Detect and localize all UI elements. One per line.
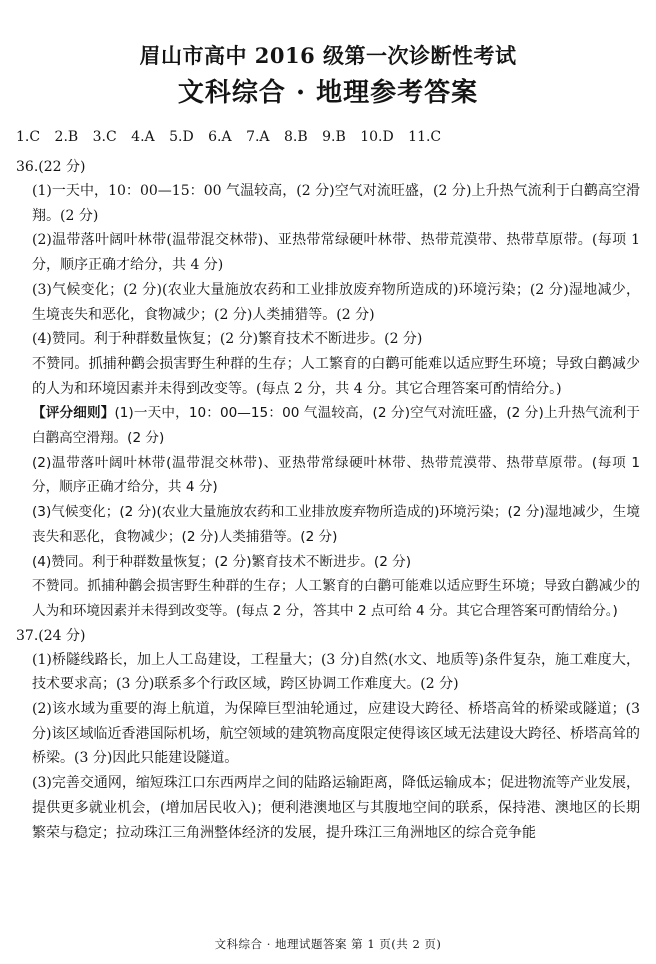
q36-answer-2: (2)温带落叶阔叶林带(温带混交林带)、亚热带常绿硬叶林带、热带荒漠带、热带草原带。(每项 1 分，顺序正确才给分，共 4 分) xyxy=(32,232,640,274)
choice-answer: 7.A xyxy=(246,129,270,145)
scoring-rule-text: (1)一天中，10：00—15：00 气温较高，(2 分)空气对流旺盛，(2 分)上升热气流利于白鹳高空滑翔。(2 分) xyxy=(32,405,641,447)
choice-answer: 4.A xyxy=(131,129,155,145)
q37-answer-3: (3)完善交通网，缩短珠江口东西两岸之间的陆路运输距离，降低运输成本；促进物流等产业发展，提供更多就业机会，(增加居民收入)；便利港澳地区与其腹地空间的联系，保持港、澳地区的长期繁荣与稳定；拉动珠江三角洲整体经济的发展，提升珠江三角洲地区的综合竞争能 xyxy=(32,775,640,841)
choice-answer: 10.D xyxy=(360,129,394,145)
answer-body xyxy=(16,126,640,845)
scoring-rules-2: (2)温带落叶阔叶林带(温带混交林带)、亚热带常绿硬叶林带、热带荒漠带、热带草原带。(每项 1 分，顺序正确才给分，共 4 分) xyxy=(32,454,640,496)
choice-answer: 11.C xyxy=(408,129,442,145)
q36-answer-4-alt: 不赞同。抓捕种鹳会损害野生种群的生存；人工繁育的白鹳可能难以适应野生环境；导致白鹳减少的人为和环境因素并未得到改变等。(每点 2 分，共 4 分。其它合理答案可酌情给分。) xyxy=(32,355,640,397)
choice-answer: 5.D xyxy=(169,129,194,145)
q36-answer-3: (3)气候变化；(2 分)(农业大量施放农药和工业排放废弃物所造成的)环境污染；(2 分)湿地减少，生境丧失和恶化，食物减少；(2 分)人类捕猎等。(2 分) xyxy=(32,281,640,323)
document-title: 眉山市高中 2016 级第一次诊断性考试 xyxy=(139,43,517,68)
scoring-rules-1 xyxy=(16,401,640,450)
choice-answer: 3.C xyxy=(92,129,117,145)
document-subtitle: 文科综合 · 地理参考答案 xyxy=(177,78,479,108)
q36-answer-4: (4)赞同。利于种群数量恢复；(2 分)繁育技术不断进步。(2 分) xyxy=(32,331,423,348)
q37-answer-2: (2)该水域为重要的海上航道，为保障巨型油轮通过，应建设大跨径、桥塔高耸的桥梁或隧道；(3 分)该区域临近香港国际机场，航空领域的建筑物高度限定使得该区域无法建设大跨径、桥塔高耸的桥梁。(3 分)因此只能建设隧道。 xyxy=(32,701,640,767)
choice-answer: 1.C xyxy=(16,129,41,145)
q37-answer-1: (1)桥隧线路长，加上人工岛建设，工程量大；(3 分)自然(水文、地质等)条件复杂，施工难度大，技术要求高；(3 分)联系多个行政区域，跨区协调工作难度大。(2 分) xyxy=(32,651,640,693)
scoring-rules-5: 不赞同。抓捕种鹳会损害野生种群的生存；人工繁育的白鹳可能难以适应野生环境；导致白鹳减少的人为和环境因素并未得到改变等。(每点 2 分，答其中 2 点可给 4 分。其它合理答案可酌情给分。) xyxy=(32,578,640,619)
scoring-rules-4: (4)赞同。利于种群数量恢复；(2 分)繁育技术不断进步。(2 分) xyxy=(32,553,412,570)
q36-answer-1: (1)一天中，10：00—15：00 气温较高，(2 分)空气对流旺盛，(2 分)上升热气流利于白鹳高空滑翔。(2 分) xyxy=(32,183,640,224)
choice-answer: 9.B xyxy=(322,129,346,145)
page-footer: 文科综合 · 地理试题答案 第 1 页(共 2 页) xyxy=(214,937,442,951)
choice-answer: 2.B xyxy=(54,129,79,145)
question-37-header: 37.(24 分) xyxy=(16,627,86,644)
choice-answer: 8.B xyxy=(283,129,308,145)
scoring-rules-3: (3)气候变化；(2 分)(农业大量施放农药和工业排放废弃物所造成的)环境污染；(2 分)湿地减少，生境丧失和恶化，食物减少；(2 分)人类捕猎等。(2 分) xyxy=(32,504,640,545)
choice-answer: 6.A xyxy=(208,129,232,145)
scoring-rules-label: 【评分细则】 xyxy=(32,405,115,422)
choice-answers xyxy=(16,126,640,148)
question-36-header: 36.(22 分) xyxy=(16,159,86,175)
